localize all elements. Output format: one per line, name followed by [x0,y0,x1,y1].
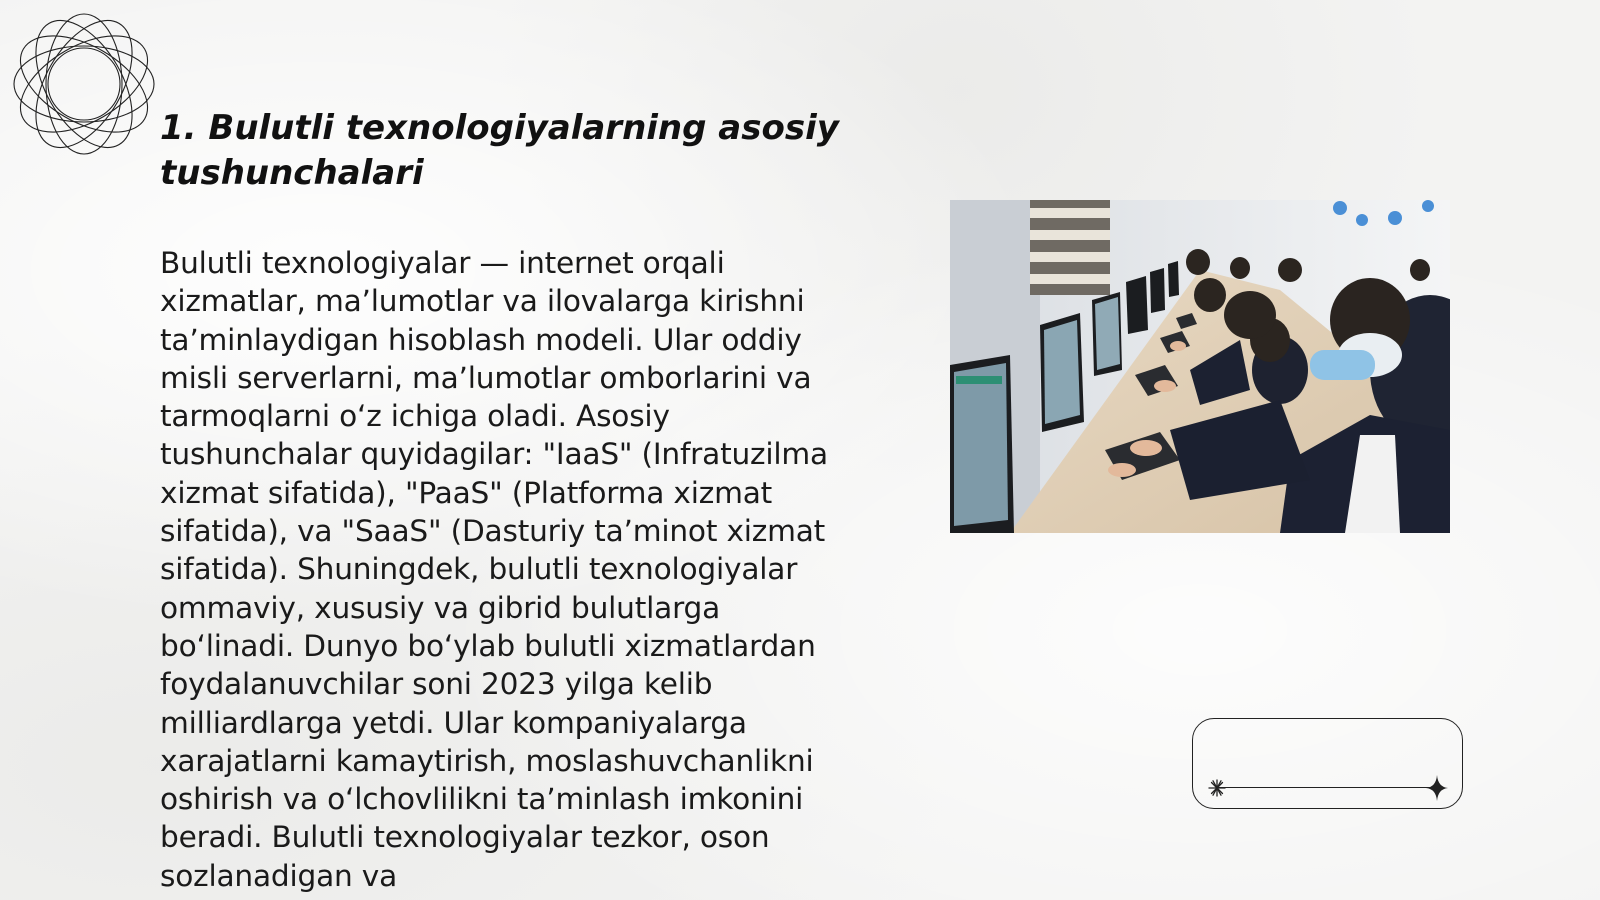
rings-ornament-icon [10,10,158,158]
sparkle-icon [1207,778,1227,798]
body-paragraph: Bulutli texnologiyalar — internet orqali xizmatlar, ma’lumotlar va ilovalarga kirishni ta’minlaydigan hisoblash modeli. Ular oddiy misli serverlarni, ma’lumotlar omborlarini va tarmoqlarni oʻz ichiga oladi. Asosiy tushunchalar quyidagilar: "IaaS" (Infratuzilma xizmat sifatida), "PaaS" (Platforma xizmat sifatida), va "SaaS" (Dasturiy ta’minot xizmat sifatida). Shuningdek, bulutli texnologiyalar ommaviy, xususiy va gibrid bulutlarga boʻlinadi. Dunyo boʻylab bulutli xizmatlardan foydalanuvchilar soni 2023 yilga kelib milliardlarga yetdi. Ular kompaniyalarga xarajatlarni kamaytirish, moslashuvchanlikni oshirish va oʻlchovlilikni ta’minlash imkonini beradi. Bulutli texnologiyalar tezkor, oson sozlanadigan va [160,246,828,893]
slider-track [1217,787,1438,788]
classroom-photo [950,200,1450,533]
four-point-star-icon [1426,775,1448,801]
slider-ornament [1192,718,1463,809]
slide-title: 1. Bulutli texnologiyalarning asosiy tushunchalari [160,108,839,193]
